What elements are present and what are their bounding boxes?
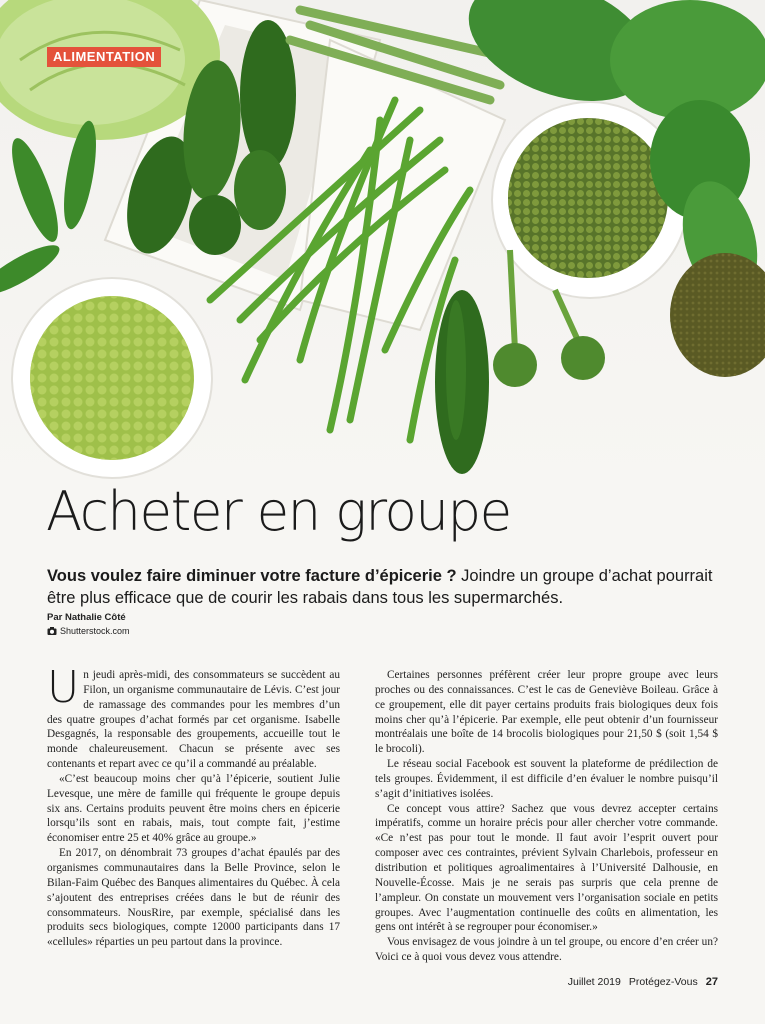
body-paragraph: Certaines personnes préfèrent créer leur propre groupe avec leurs proches ou des connaissances. C’est le cas de Geneviève Boileau. Grâce à ce groupement, elle dit payer certains produits frais biologiques deux fois moins cher qu’à l’épicerie. Par exemple, elle peut obtenir d’un fournisseur montréalais une boîte de 14 brocolis biologiques pour 21,50 $ (soit 1,54 $ le brocoli). (375, 669, 718, 756)
footer-issue: Juillet 2019 (567, 976, 621, 988)
headline: Acheter en groupe (46, 480, 511, 543)
vegetables-illustration (0, 0, 765, 490)
body-column-right (375, 668, 718, 965)
cucumber (435, 290, 489, 474)
body-paragraph: Le réseau social Facebook est souvent la plateforme de prédilection de tels groupes. Évidemment, il est difficile d’en évaluer le nombre puisqu’il s’agit d’initiatives isolées. (375, 758, 718, 800)
hero-photo-green-vegetables (0, 0, 765, 490)
camera-icon (47, 626, 57, 636)
body-paragraph: En 2017, on dénombrait 73 groupes d’achat épaulés par des organismes communautaires dans la Belle Province, selon le Bilan-Faim Québec des Banques alimentaires du Québec. À cela s’ajoutent des entreprises créées dans le but de réunir des consommateurs. NousRire, par exemple, spécialisé dans les produits secs biologiques, compte 12000 participants dans 17 «cellules» réparties un peu partout dans la province. (47, 847, 340, 949)
avocado (670, 253, 765, 377)
deck-rest: Joindre un groupe d’achat pourrait être plus efficace que de courir les rabais dans tous les supermarchés. (47, 567, 713, 607)
page-footer (568, 976, 718, 988)
photo-credit-text: Shutterstock.com (60, 626, 130, 636)
byline: Par Nathalie Côté (47, 612, 126, 623)
dropcap: U (47, 662, 80, 713)
body-paragraph (47, 662, 340, 772)
bowl-split-peas (12, 278, 212, 478)
body-paragraph-text: n jeudi après-midi, des consommateurs se succèdent au Filon, un organisme communautaire de Lévis. C’est jour de ramassage des commandes pour les membres d’un des quatre groupes d’achat formés par cet organisme. Isabelle Desgagnés, la responsable des groupements, accueille tout le monde chaleureusement. Chacun se présente avec ses contenants et repart avec ce qu’il a commandé au préalable. (47, 669, 340, 771)
deck (47, 565, 727, 609)
deck-lead: Vous voulez faire diminuer votre facture d’épicerie ? (47, 567, 457, 585)
page-number: 27 (705, 976, 718, 988)
body-paragraph: Vous envisagez de vous joindre à un tel groupe, ou encore d’en créer un? Voici ce à quoi vous devez vous attendre. (375, 936, 718, 964)
photo-credit (47, 626, 130, 636)
body-column-left (47, 662, 340, 950)
section-tag: ALIMENTATION (47, 47, 161, 67)
body-paragraph: Ce concept vous attire? Sachez que vous devrez accepter certains impératifs, comme un horaire précis pour aller chercher votre commande. «Ce n’est pas pour tout le monde. Il faut avoir l’esprit ouvert pour composer avec ces contraintes, prévient Sylvain Charlebois, professeur en distribution et politiques agroalimentaires à l’Université Dalhousie, en Nouvelle-Écosse. Mais je ne serais pas surpris que cela prenne de l’ampleur. On constate un mouvement vers l’organisation sociale en petits groupes. Avec l’augmentation continuelle des coûts en alimentation, les gens ont intérêt à se regrouper pour économiser.» (375, 802, 718, 934)
snow-peas (0, 119, 102, 303)
footer-magazine: Protégez-Vous (628, 976, 698, 988)
body-paragraph: «C’est beaucoup moins cher qu’à l’épicerie, soutient Julie Levesque, une mère de famille qui fréquente le groupe depuis six ans. Certains produits peuvent être moins chers en épicerie lorsqu’ils sont en rabais, mais, tout compte fait, j’estime économiser entre 25 et 40% grâce au groupe.» (47, 772, 340, 845)
